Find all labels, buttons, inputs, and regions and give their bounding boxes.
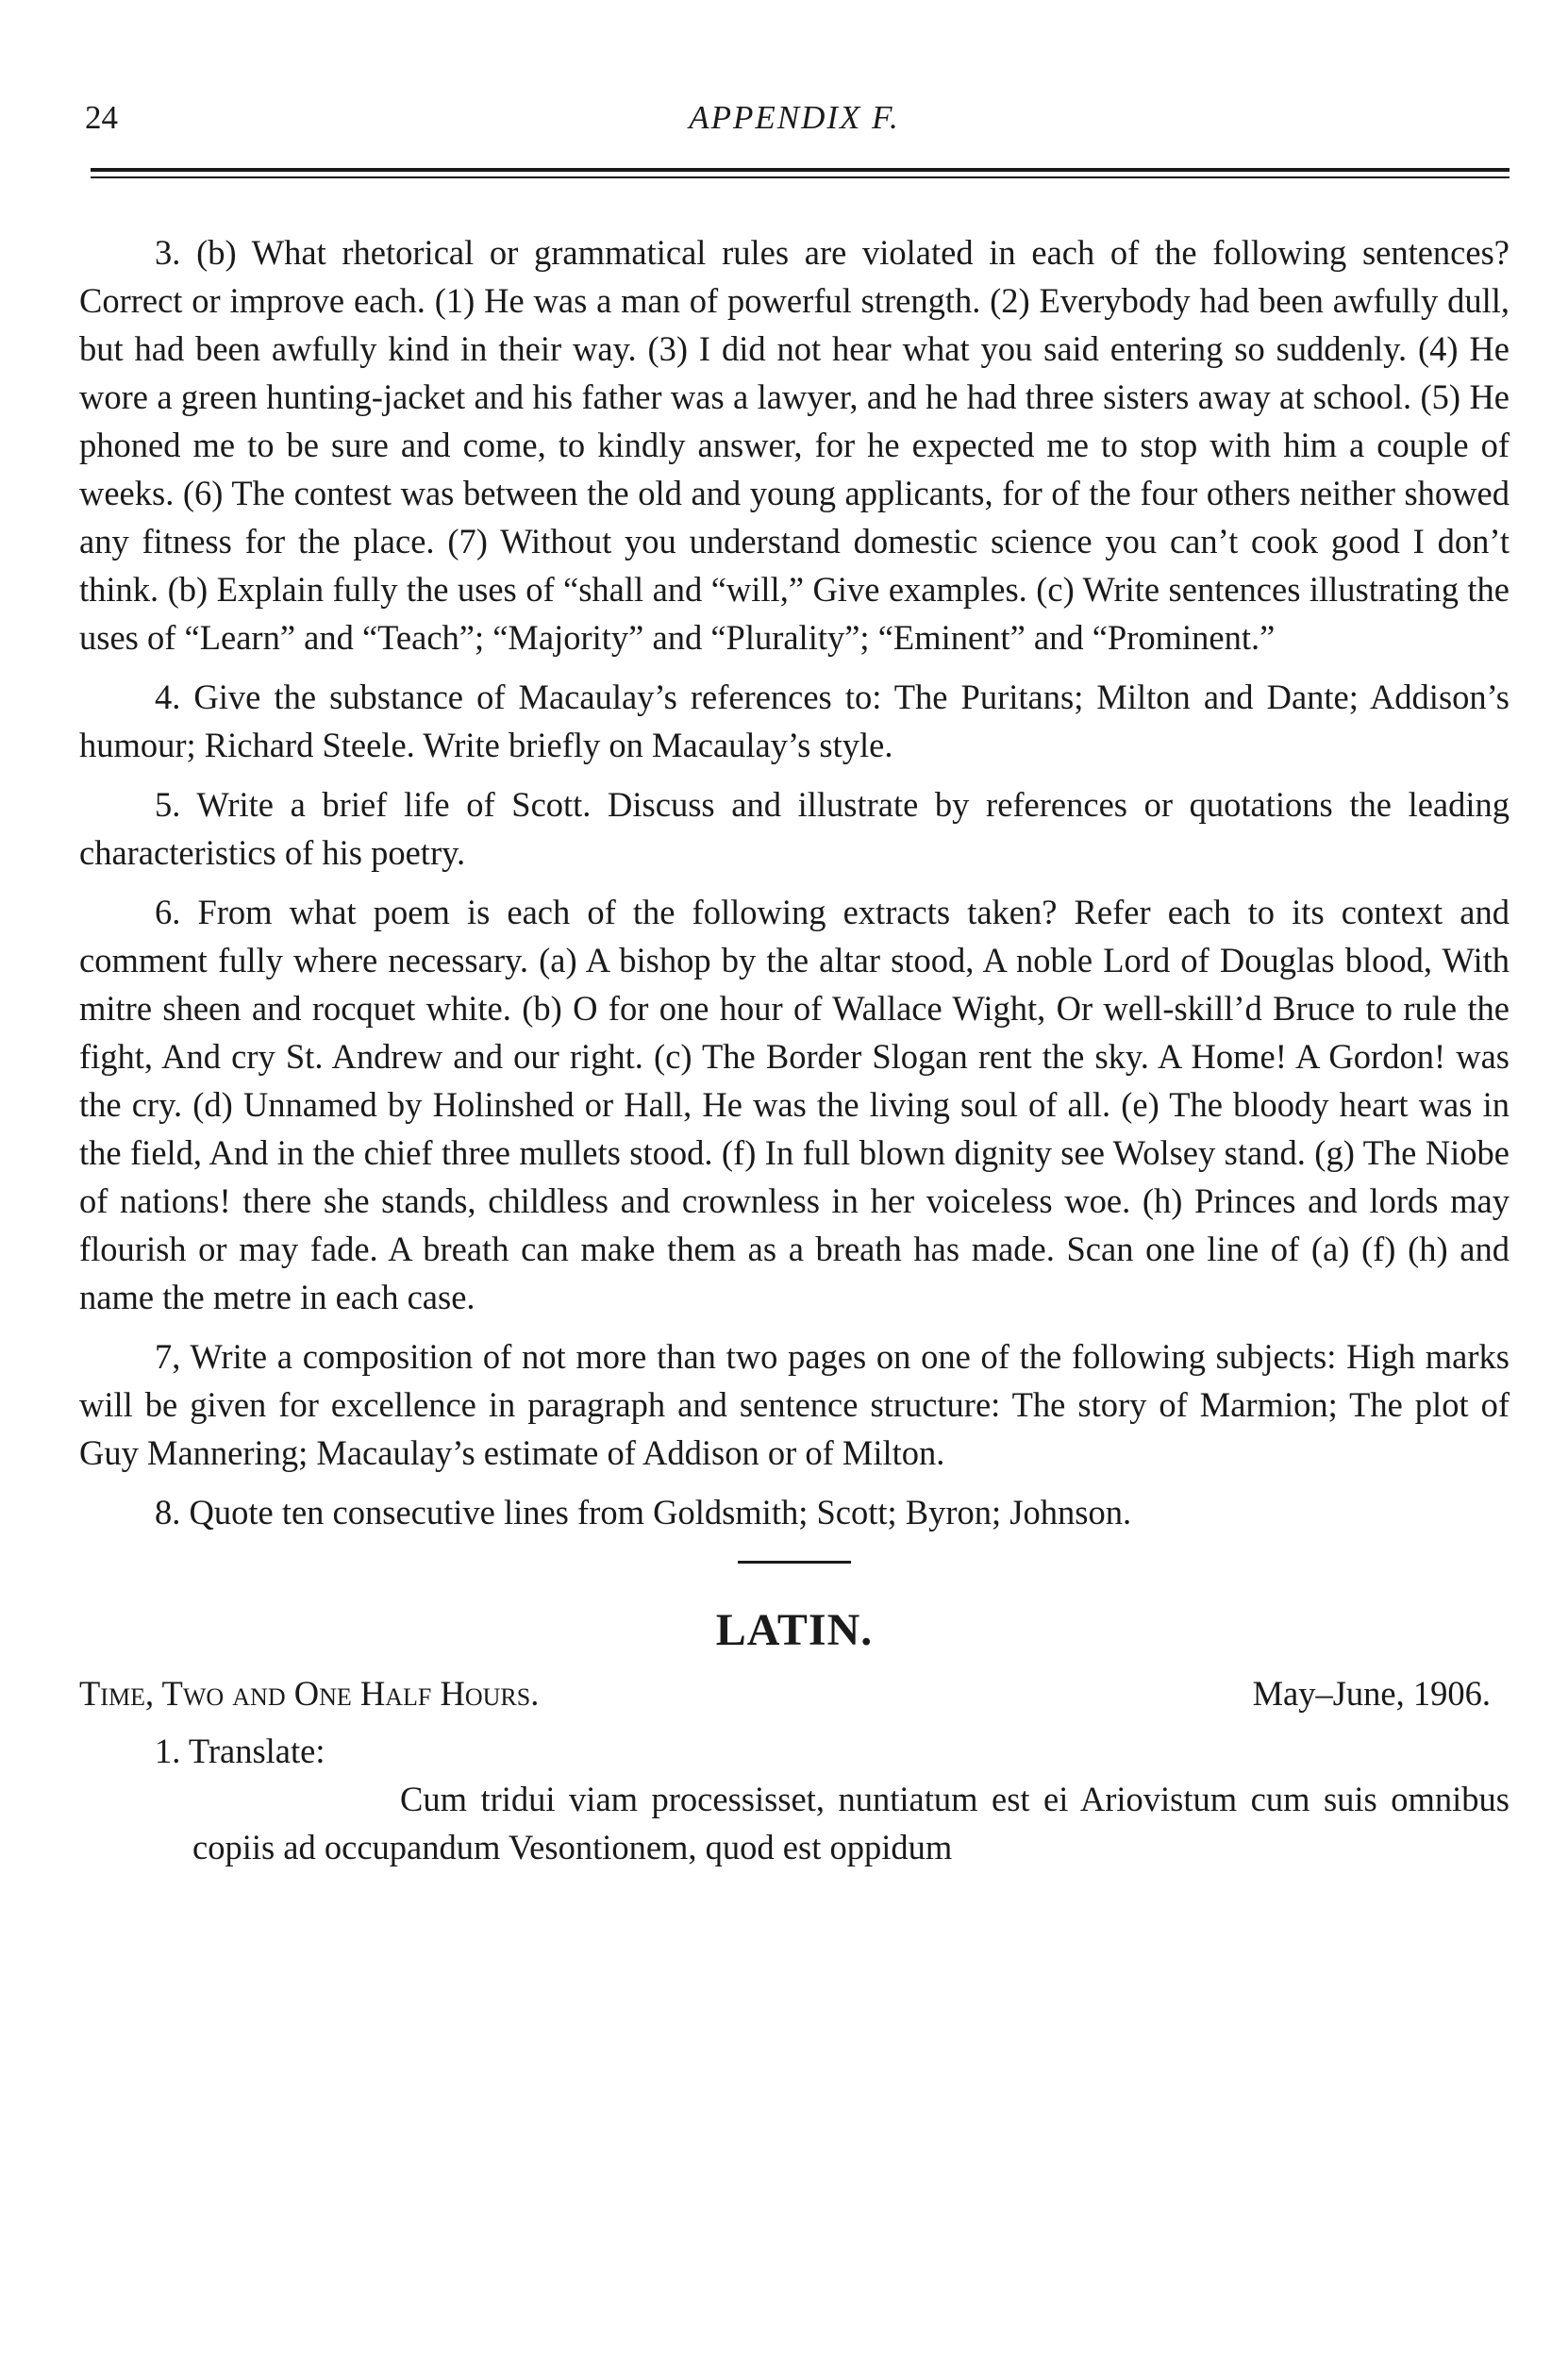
running-head <box>79 99 1510 146</box>
exam-date: May–June, 1906. <box>1252 1674 1491 1713</box>
exam-time: Time, Two and One Half Hours. <box>79 1674 540 1713</box>
running-title: APPENDIX F. <box>689 99 900 136</box>
question-8: 8. Quote ten consecutive lines from Goldsmith; Scott; Byron; Johnson. <box>155 1493 1132 1531</box>
section-title-latin: LATIN. <box>715 1605 874 1655</box>
header-rule-thick <box>91 168 1510 172</box>
question-3: 3. (b) What rhetorical or grammatical rules are violated in each of the following sentences? Correct or improve each. (1) He was a man of powerful strength. (2) Everybody had been awfully dull, but had been awfully kind in their way. (3) I did not hear what you said entering so suddenly. (4) He wore a green hunting-jacket and his father was a lawyer, and he had three sisters away at school. (5) He phoned me to be sure and come, to kindly answer, for he expected me to stop with him a couple of weeks. (6) The contest was between the old and young applicants, for of the four others neither showed any fitness for the place. (7) Without you understand domestic science you can’t cook good I don’t think. (b) Explain fully the uses of “shall and “will,” Give examples. (c) Write sentences illustrating the uses of “Learn” and “Teach”; “Majority” and “Plurality”; “Eminent” and “Prominent.” <box>79 233 1510 657</box>
exam-meta <box>79 1669 1510 1717</box>
page-number: 24 <box>85 99 118 136</box>
page-body <box>79 228 1510 1871</box>
header-rule-thin <box>91 176 1510 178</box>
question-7: 7, Write a composition of not more than two pages on one of the following subjects: High marks will be given for excellence in paragraph and sentence structure: The story of Marmion; The plot of Guy Mannering; Macaulay’s estimate of Addison or of Milton. <box>79 1337 1510 1472</box>
question-4: 4. Give the substance of Macaulay’s references to: The Puritans; Milton and Dante; Addison’s humour; Richard Steele. Write briefly on Macaulay’s style. <box>79 678 1510 764</box>
question-6: 6. From what poem is each of the following extracts taken? Refer each to its context and comment fully where necessary. (a) A bishop by the altar stood, A noble Lord of Douglas blood, With mitre sheen and rocquet white. (b) O for one hour of Wallace Wight, Or well-skill’d Bruce to rule the fight, And cry St. Andrew and our right. (c) The Border Slogan rent the sky. A Home! A Gordon! was the cry. (d) Unnamed by Holinshed or Hall, He was the living soul of all. (e) The bloody heart was in the field, And in the chief three mullets stood. (f) In full blown dignity see Wolsey stand. (g) The Niobe of nations! there she stands, childless and crownless in her voiceless woe. (h) Princes and lords may flourish or may fade. A breath can make them as a breath has made. Scan one line of (a) (f) (h) and name the metre in each case. <box>79 893 1510 1316</box>
latin-question-1-label: 1. Translate: <box>155 1732 325 1770</box>
latin-passage: Cum tridui viam processisset, nuntiatum est ei Ariovistum cum suis omnibus copiis ad occupandum Vesontionem, quod est oppidum <box>192 1780 1510 1866</box>
section-divider <box>738 1561 851 1564</box>
question-5: 5. Write a brief life of Scott. Discuss and illustrate by references or quotations the leading characteristics of his poetry. <box>79 785 1510 872</box>
